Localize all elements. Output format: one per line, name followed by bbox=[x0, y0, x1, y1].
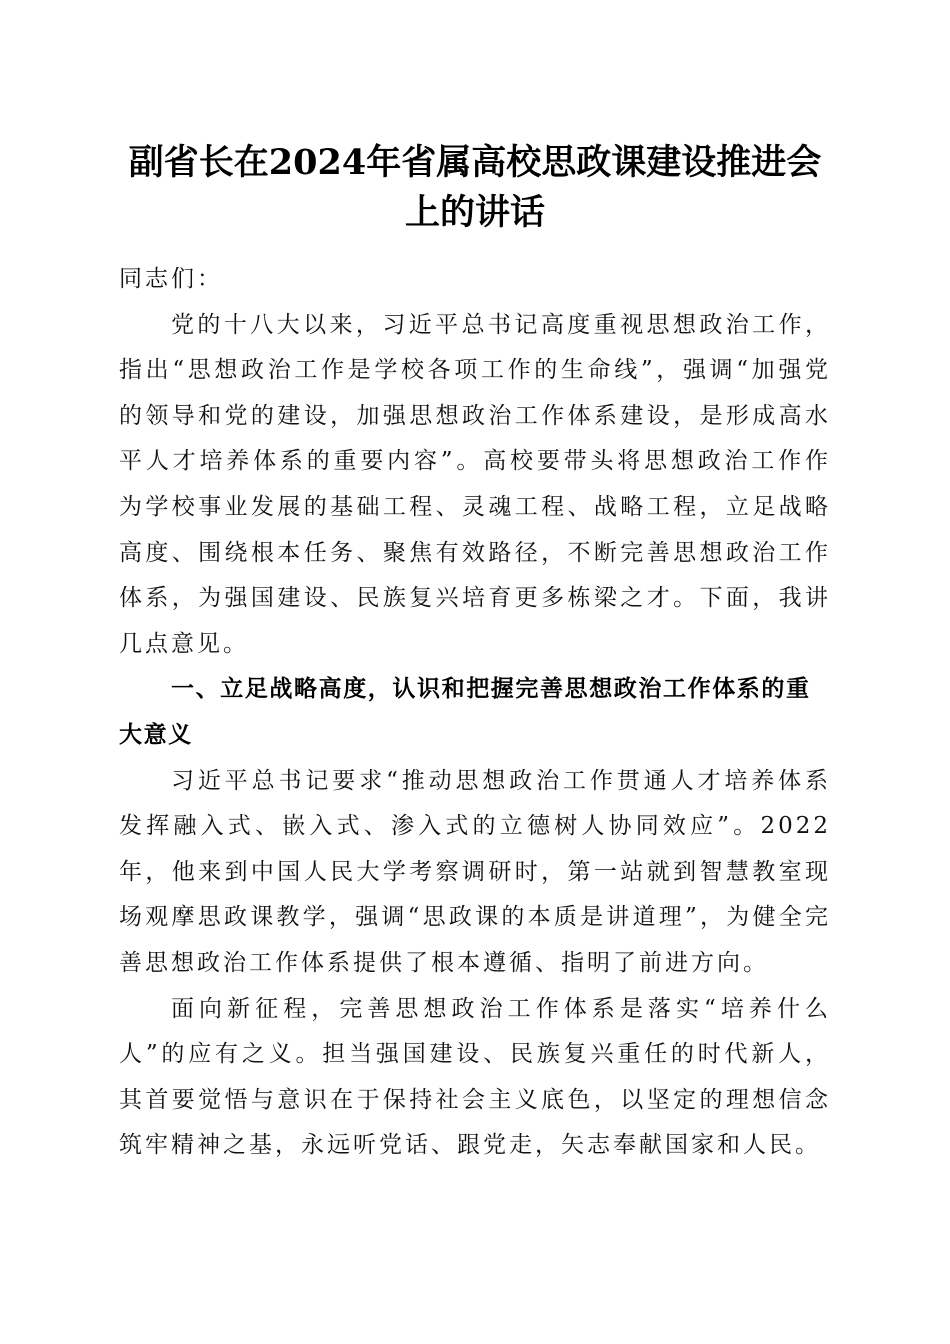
paragraph-section1-a: 习近平总书记要求“推动思想政治工作贯通人才培养体系发挥融入式、嵌入式、渗入式的立德树人协同效应”。2022年，他来到中国人民大学考察调研时，第一站就到智慧教室现场观摩思政课教学，强调“思政课的本质是讲道理”，为健全完善思想政治工作体系提供了根本遵循、指明了前进方向。 bbox=[119, 767, 831, 976]
title-line-1: 副省长在2024年省属高校思政课建设推进会 bbox=[128, 142, 822, 183]
document-body bbox=[119, 257, 831, 1169]
paragraph-intro: 党的十八大以来，习近平总书记高度重视思想政治工作，指出“思想政治工作是学校各项工作的生命线”，强调“加强党的领导和党的建设，加强思想政治工作体系建设，是形成高水平人才培养体系的重要内容”。高校要带头将思想政治工作作为学校事业发展的基础工程、灵魂工程、战略工程，立足战略高度、围绕根本任务、聚焦有效路径，不断完善思想政治工作体系，为强国建设、民族复兴培育更多栋梁之才。下面，我讲几点意见。 bbox=[119, 311, 831, 657]
section-heading-1: 一、立足战略高度，认识和把握完善思想政治工作体系的重大意义 bbox=[119, 676, 811, 748]
title-line-2: 上的讲话 bbox=[404, 192, 545, 233]
paragraph-section1-b: 面向新征程，完善思想政治工作体系是落实“培养什么人”的应有之义。担当强国建设、民族复兴重任的时代新人，其首要觉悟与意识在于保持社会主义底色，以坚定的理想信念筑牢精神之基，永远听党话、跟党走，矢志奉献国家和人民。 bbox=[119, 995, 831, 1159]
salutation: 同志们： bbox=[119, 266, 223, 292]
document-title bbox=[100, 138, 850, 238]
